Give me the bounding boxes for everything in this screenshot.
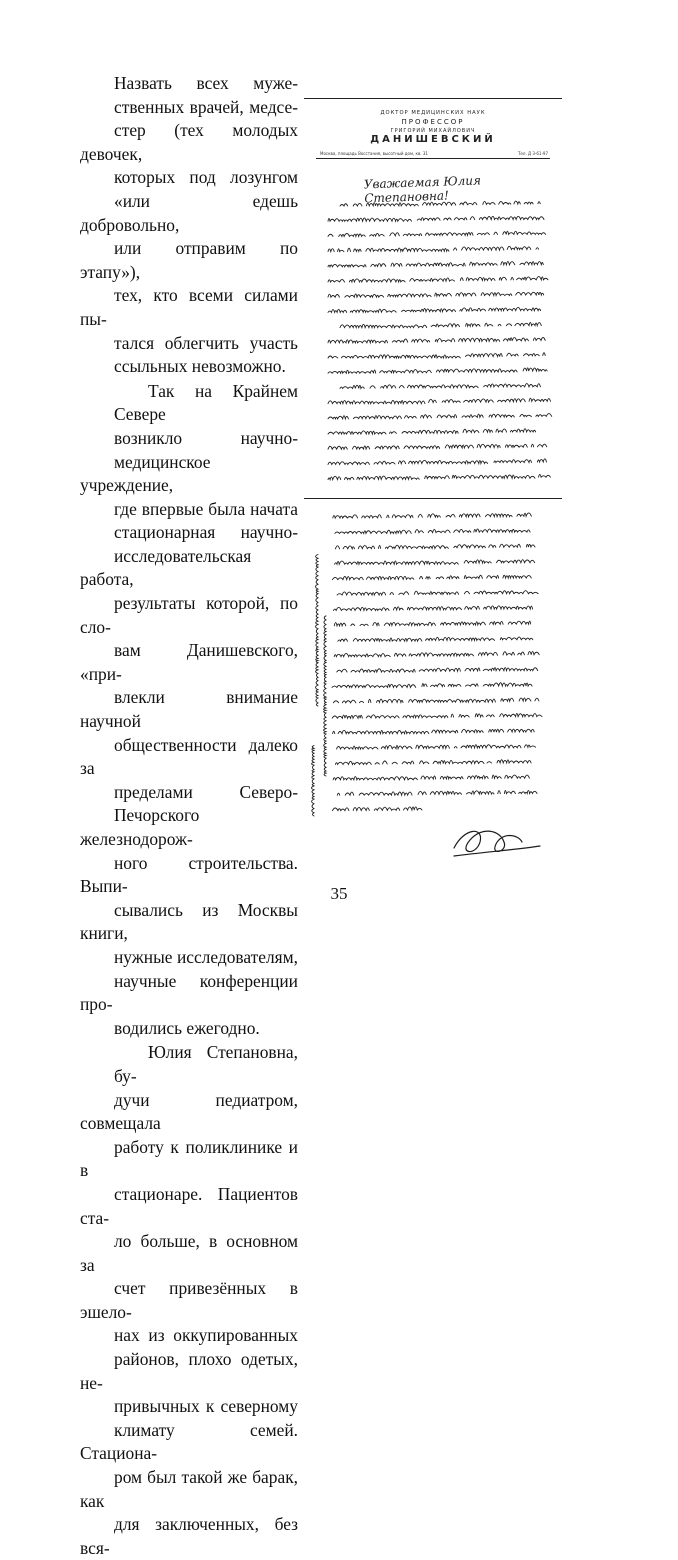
text-line: сывались из Москвы книги,	[80, 899, 298, 944]
handwriting-stroke	[333, 729, 535, 734]
text-line: тался облегчить участь	[114, 332, 298, 353]
handwriting-stroke	[337, 668, 538, 672]
handwriting-stroke	[328, 307, 545, 312]
handwriting-stroke	[334, 621, 535, 626]
handwriting-stroke	[328, 277, 548, 282]
text-line: районов, плохо одетых, не-	[80, 1349, 298, 1393]
handwriting-stroke	[328, 398, 551, 403]
letter-greeting: Уважаемая Юлия Степановна!	[363, 173, 482, 206]
text-line: «или едешь добровольно,	[80, 190, 298, 235]
text-line: водились ежегодно.	[114, 1017, 260, 1038]
text-line: которых под лозунгом	[114, 167, 298, 188]
text-line: нужные исследователям,	[114, 946, 298, 967]
text-line: привычных к северному	[114, 1396, 298, 1417]
handwriting-stroke	[333, 775, 529, 780]
handwriting-stroke	[333, 698, 539, 703]
handwriting-stroke	[328, 231, 546, 236]
text-line: климату семей. Стациона-	[80, 1419, 298, 1464]
handwriting-stroke	[328, 292, 549, 297]
handwriting-stroke	[335, 560, 535, 565]
handwriting-stroke	[328, 246, 539, 251]
letter-scan-page-2	[304, 496, 562, 868]
handwriting-stroke	[328, 353, 545, 358]
page-number: 35	[330, 884, 348, 903]
paragraph-3	[80, 1041, 298, 1560]
handwriting-stroke	[333, 513, 532, 518]
letter-scan-page-1	[304, 96, 562, 496]
handwriting-stroke	[337, 591, 542, 595]
signature-stroke	[454, 831, 540, 856]
paragraph-2	[80, 380, 298, 1041]
handwriting-stroke	[332, 575, 531, 579]
handwriting-stroke	[328, 459, 547, 465]
letterhead-phone: Тел. Д 3-61-97	[517, 151, 548, 156]
handwriting-stroke	[337, 790, 537, 795]
handwriting-stroke	[340, 384, 540, 389]
handwriting-stroke	[340, 201, 545, 206]
handwriting-stroke	[337, 745, 536, 749]
handwriting-stroke	[338, 637, 538, 641]
handwriting-stroke	[335, 544, 540, 549]
text-line: дучи педиатром, совмещала	[80, 1089, 298, 1134]
text-line: ного строительства. Выпи-	[80, 852, 298, 897]
text-line: стер (тех молодых девочек,	[80, 120, 298, 164]
handwriting-stroke	[332, 713, 542, 718]
handwriting-stroke	[328, 429, 540, 434]
text-line: пределами Северо-	[114, 781, 298, 802]
handwriting-stroke	[334, 652, 539, 657]
text-line: работу к поликлинике и в	[80, 1136, 298, 1181]
handwriting-stroke	[335, 529, 535, 533]
text-line: где впервые была начата	[114, 498, 298, 519]
handwriting-stroke	[334, 606, 533, 611]
handwriting-stroke	[340, 323, 541, 328]
text-line: ром был такой же барак, как	[80, 1467, 298, 1511]
text-line: счет привезённых в эшело-	[80, 1278, 298, 1322]
letterhead-title: ПРОФЕССОР	[401, 118, 465, 126]
handwriting-stroke	[328, 338, 548, 343]
text-line: для заключенных, без вся-	[80, 1514, 298, 1558]
text-line: исследовательская работа,	[80, 545, 252, 590]
letterhead-name: ГРИГОРИЙ МИХАЙЛОВИЧ	[390, 128, 476, 134]
handwriting-stroke	[328, 262, 543, 267]
handwriting-stroke	[335, 760, 531, 765]
text-line: Назвать всех муже-	[114, 73, 298, 93]
handwriting-stroke	[328, 474, 550, 479]
letterhead-address: Москва, площадь Восстания, высотный дом, кв. 31	[320, 151, 428, 156]
text-line: общественности далеко за	[80, 734, 298, 779]
handwriting-page-2	[304, 496, 562, 868]
text-line: ссыльных невозможно.	[114, 356, 286, 377]
handwriting-stroke	[328, 444, 552, 449]
body-text-column	[80, 72, 298, 1560]
text-line: стационарная научно-	[114, 522, 298, 543]
text-line: ственных врачей, медсе-	[114, 96, 298, 117]
text-line: вам Данишевского, «при-	[80, 640, 298, 684]
text-line: возникло научно-	[114, 427, 298, 448]
text-line: ло больше, в основном за	[80, 1231, 298, 1275]
margin-note-stroke	[312, 746, 315, 816]
text-line: Печорского железнодорож-	[80, 805, 200, 849]
paragraph-1	[80, 72, 298, 379]
signature-icon	[454, 831, 540, 856]
handwriting-page-1	[304, 96, 562, 496]
text-line: медицинское учреждение,	[80, 451, 211, 496]
letterhead-surname: ДАНИШЕВСКИЙ	[370, 134, 496, 145]
text-line: тех, кто всеми силами пы-	[80, 285, 298, 329]
text-line: Юлия Степановна, бу-	[114, 1042, 298, 1086]
text-line: научные конференции про-	[80, 970, 298, 1015]
margin-note-stroke	[324, 616, 326, 776]
handwriting-stroke	[328, 368, 547, 373]
margin-note-stroke	[316, 555, 318, 707]
handwriting-stroke	[328, 216, 544, 221]
handwriting-stroke	[328, 414, 552, 419]
letterhead-degree: ДОКТОР МЕДИЦИНСКИХ НАУК	[380, 110, 486, 116]
text-line: влекли внимание научной	[80, 687, 298, 732]
handwriting-stroke	[332, 683, 532, 688]
text-line: или отправим по этапу»),	[80, 238, 298, 282]
text-line: результаты которой, по сло-	[80, 593, 298, 637]
text-line: Так на Крайнем Севере	[114, 380, 298, 425]
text-line: нах из оккупированных	[114, 1325, 298, 1346]
handwriting-stroke	[332, 807, 427, 811]
text-line: стационаре. Пациентов ста-	[80, 1183, 298, 1228]
